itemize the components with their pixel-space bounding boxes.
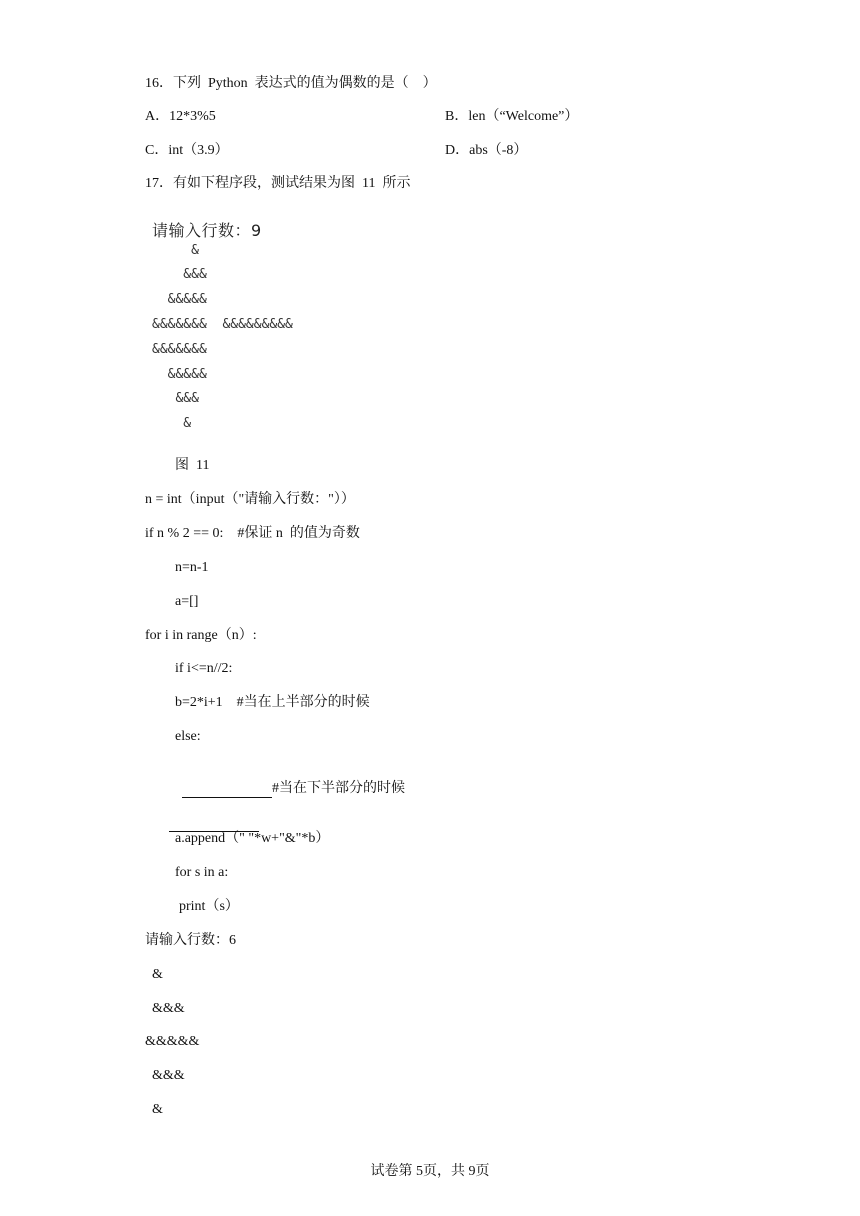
output-row: & — [145, 967, 163, 982]
code-line: n=n-1 — [175, 560, 209, 575]
figure-row: & — [152, 243, 199, 258]
code-line: print（s） — [179, 899, 239, 914]
question-16-stem: 16．下列 Python 表达式的值为偶数的是（ ） — [145, 76, 437, 91]
page-footer: 试卷第 5页，共 9页 — [370, 1164, 490, 1179]
code-line: a.append（" "*w+"&"*b） — [175, 831, 330, 846]
question-17-stem: 17．有如下程序段，测试结果为图 11 所示 — [145, 176, 411, 191]
figure-row: &&& — [152, 391, 199, 406]
code-line-blank — [175, 762, 405, 798]
code-line: b=2*i+1 #当在上半部分的时候 — [175, 695, 370, 710]
code-line: a=[] — [175, 594, 199, 609]
option-c: C．int（3.9） — [145, 143, 229, 158]
code-line: else: — [175, 729, 201, 744]
option-a: A．12*3%5 — [145, 109, 216, 124]
figure-row: &&&&&&& — [152, 342, 207, 357]
figure-row: &&&&& — [152, 292, 207, 307]
output-row: &&&&& — [145, 1034, 200, 1049]
figure-prompt-label: 请输入行数： — [152, 221, 252, 240]
figure-row: &&& — [152, 267, 207, 282]
code-line: for s in a: — [175, 865, 229, 880]
output-row: &&& — [145, 1068, 185, 1083]
code-line: for i in range（n）: — [145, 628, 257, 643]
figure-prompt — [152, 218, 262, 241]
code-line: if i<=n//2: — [175, 661, 233, 676]
code-line-blank — [162, 796, 259, 832]
code-comment: #当在下半部分的时候 — [272, 781, 405, 796]
figure-caption: 图 11 — [175, 458, 210, 473]
code-line: n = int（input（"请输入行数："）） — [145, 492, 355, 507]
output-prompt: 请输入行数：6 — [145, 933, 236, 948]
figure-row: & — [152, 416, 192, 431]
figure-prompt-value: 9 — [251, 221, 262, 240]
output-row: &&& — [145, 1001, 185, 1016]
figure-row: &&&&& — [152, 367, 207, 382]
option-d: D．abs（-8） — [445, 143, 528, 158]
figure-row: &&&&&&& &&&&&&&&& — [152, 317, 293, 332]
option-b: B．len（“Welcome”） — [445, 109, 579, 124]
code-line: if n % 2 == 0: #保证 n 的值为奇数 — [145, 526, 360, 541]
output-row: & — [145, 1102, 163, 1117]
